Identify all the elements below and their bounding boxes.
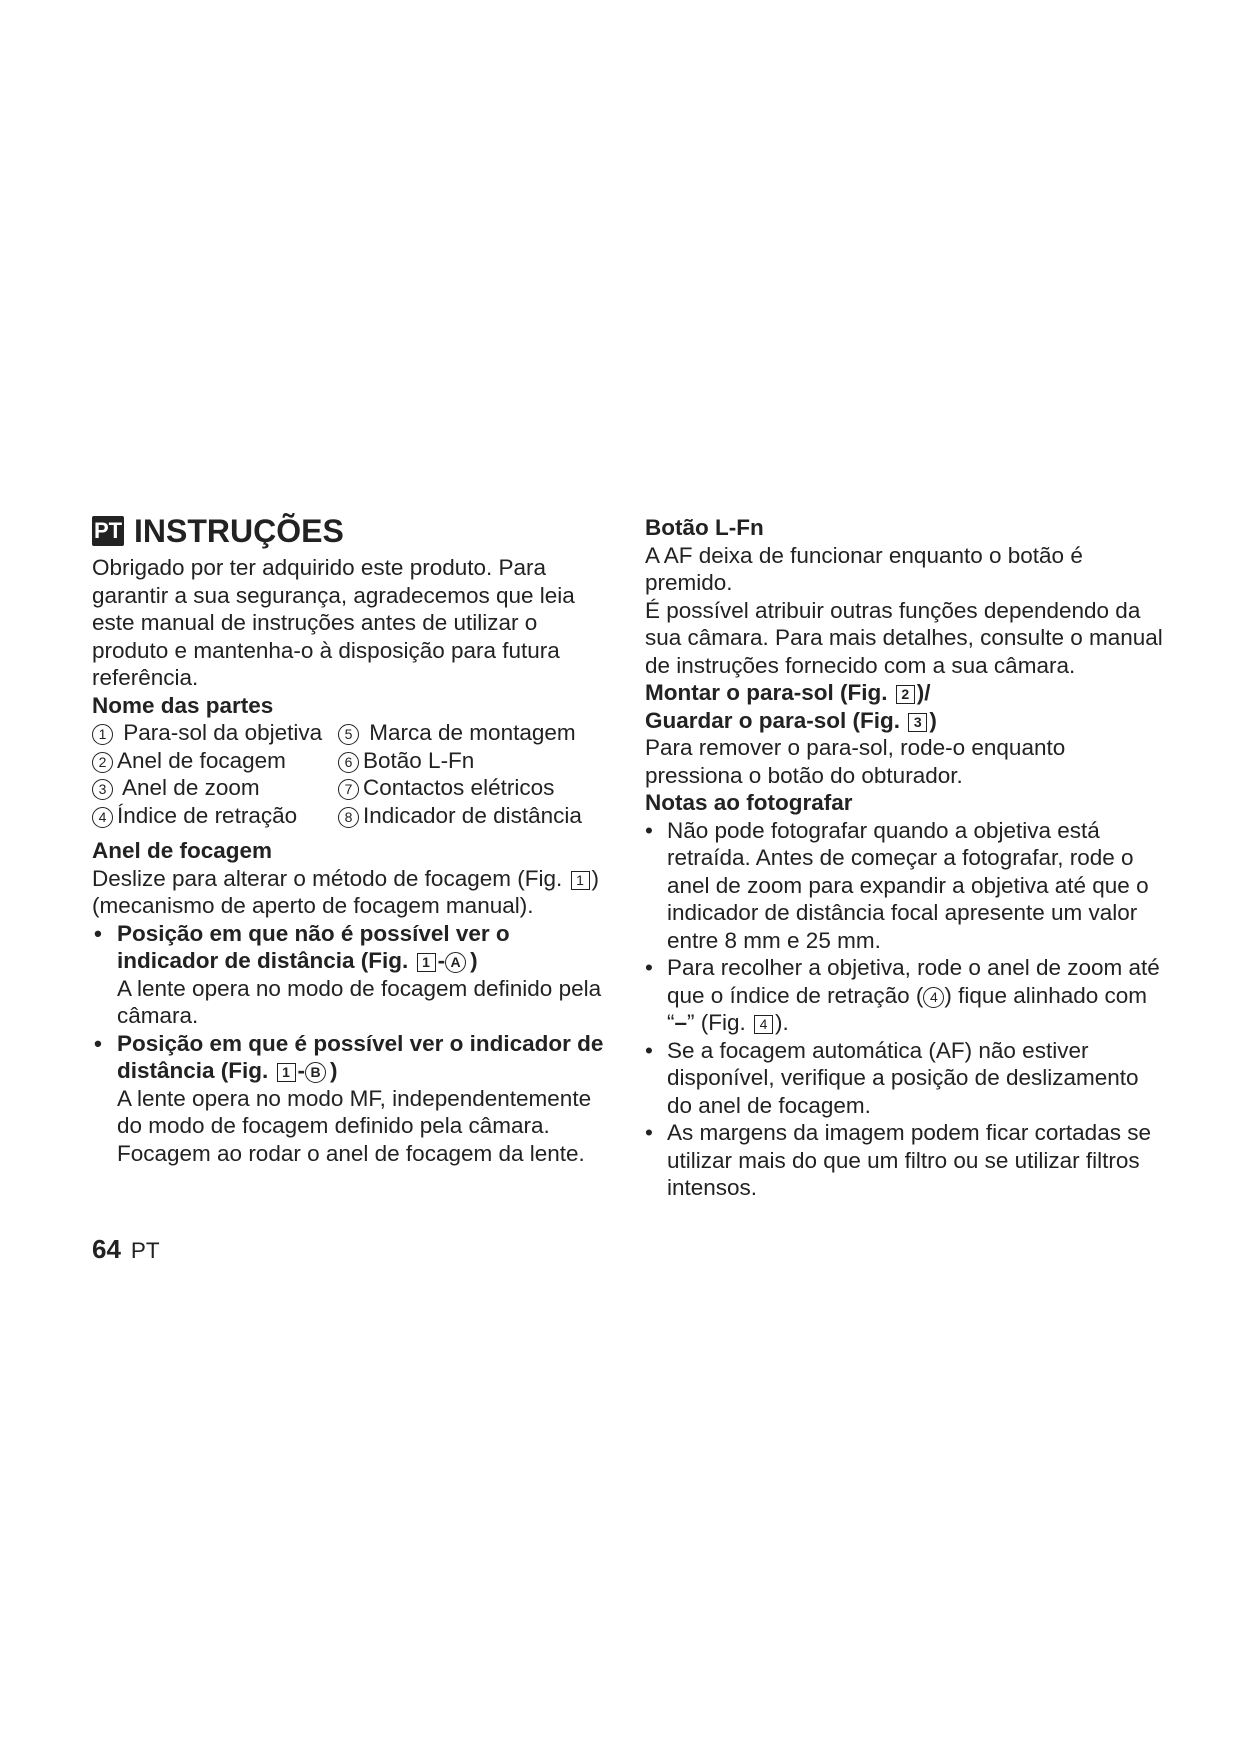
page-number: 64 [92, 1234, 121, 1264]
hood-heading-c: Guardar o para-sol (Fig. [645, 707, 901, 733]
hood-heading [645, 679, 1165, 734]
hood-text: Para remover o para-sol, rode-o enquanto pressiona o botão do obturador. [645, 735, 1066, 788]
part-item [338, 802, 608, 830]
part-label: Anel de zoom [122, 775, 260, 800]
part-item [92, 719, 338, 747]
paren: ) [470, 948, 478, 973]
note2-d: ). [775, 1010, 789, 1035]
part-label: Botão L-Fn [363, 747, 475, 773]
left-column [92, 512, 612, 1167]
parts-heading: Nome das partes [92, 692, 274, 718]
language-badge: PT [92, 516, 124, 546]
note2-a: Para recolher a objetiva, rode o anel de zoom até que o índice de retração ( [667, 955, 1160, 1008]
part-label: Índice de retração [117, 802, 298, 828]
part-label: Para-sol da objetiva [123, 720, 323, 745]
fig-number: 4 [754, 1015, 773, 1034]
page-title [92, 512, 612, 550]
part-item [338, 774, 608, 802]
part-label: Anel de focagem [117, 747, 286, 773]
focus-bullet-title [117, 1030, 612, 1085]
focus-bullet-body: A lente opera no modo de focagem definido pela câmara. [117, 975, 602, 1028]
focus-ring-heading: Anel de focagem [92, 838, 273, 863]
fig-number: 3 [908, 713, 927, 732]
bullet-title-text: Posição em que é possível ver o indicador de distância (Fig. [117, 1030, 604, 1083]
part-item [92, 747, 338, 775]
circle-number: 8 [338, 807, 359, 828]
note2-c: ” (Fig. [687, 1010, 746, 1035]
fig-number: 2 [896, 685, 915, 704]
part-item [92, 802, 338, 830]
title-text: INSTRUÇÕES [134, 513, 344, 549]
focus-bullet-a [92, 920, 612, 1030]
circle-letter: A [445, 952, 466, 973]
fig-number: 1 [417, 953, 436, 972]
focus-ring-text-b: ) (mecanismo de aperto de focagem manual). [92, 865, 599, 918]
lfn-text-2: É possível atribuir outras funções dependendo da sua câmara. Para mais detalhes, consulte o manual de instruções fornecido com a sua câmara. [645, 597, 1163, 678]
hood-heading-d: ) [929, 707, 937, 733]
part-label: Marca de montagem [369, 720, 576, 745]
part-label: Indicador de distância [363, 802, 582, 828]
paren: ) [330, 1058, 338, 1083]
circle-number: 6 [338, 752, 359, 773]
intro-text: Obrigado por ter adquirido este produto. Para garantir a sua segurança, agradecemos que leia este manual de instruções antes de utilizar o produto e mantenha-o à disposição para futura referência. [92, 555, 575, 690]
dash-symbol: – [674, 1010, 688, 1035]
part-label: Contactos elétricos [363, 775, 555, 800]
circle-number: 4 [923, 987, 944, 1008]
dash: - [297, 1058, 306, 1083]
list-item [645, 954, 1165, 1037]
part-item [338, 747, 608, 775]
parts-list [92, 719, 612, 829]
hood-heading-a: Montar o para-sol (Fig. [645, 680, 888, 705]
lfn-heading: Botão L-Fn [645, 515, 764, 540]
dash: - [437, 948, 446, 973]
notes-list [645, 817, 1165, 1202]
note2-b: ) fique alinhado com “ [667, 982, 1148, 1035]
list-item: • Se a focagem automática (AF) não estiver disponível, verifique a posição de deslizamento do anel de focagem. [645, 1037, 1165, 1120]
right-column [645, 514, 1165, 1202]
focus-bullet-title [117, 920, 612, 975]
bullet-title-text: Posição em que não é possível ver o indicador de distância (Fig. [117, 920, 510, 973]
hood-heading-b: )/ [916, 680, 931, 705]
list-item: • Não pode fotografar quando a objetiva está retraída. Antes de começar a fotografar, rode o anel de zoom para expandir a objetiva até que o indicador de distância focal apresente um valor entre 8 mm e 25 mm. [645, 817, 1165, 955]
part-item [92, 774, 338, 802]
circle-letter: B [305, 1062, 326, 1083]
circle-number: 2 [92, 752, 113, 773]
fig-number: 1 [277, 1063, 296, 1082]
page-footer [92, 1236, 160, 1265]
part-item [338, 719, 608, 747]
list-item: • As margens da imagem podem ficar cortadas se utilizar mais do que um filtro ou se utilizar filtros intensos. [645, 1119, 1165, 1202]
circle-number: 7 [338, 779, 359, 800]
circle-number: 1 [92, 724, 113, 745]
footer-lang: PT [130, 1238, 160, 1263]
focus-ring-text-a: Deslize para alterar o método de focagem (Fig. [92, 865, 563, 891]
focus-bullet-b [92, 1030, 612, 1168]
focus-bullet-body: A lente opera no modo MF, independentemente do modo de focagem definido pela câmara. Focagem ao rodar o anel de focagem da lente. [117, 1085, 592, 1166]
circle-number: 4 [92, 807, 113, 828]
lfn-text-1: A AF deixa de funcionar enquanto o botão é premido. [645, 542, 1083, 595]
fig-number: 1 [571, 871, 590, 890]
circle-number: 5 [338, 724, 359, 745]
focus-ring-text [92, 865, 612, 920]
notes-heading: Notas ao fotografar [645, 790, 853, 815]
circle-number: 3 [92, 779, 113, 800]
